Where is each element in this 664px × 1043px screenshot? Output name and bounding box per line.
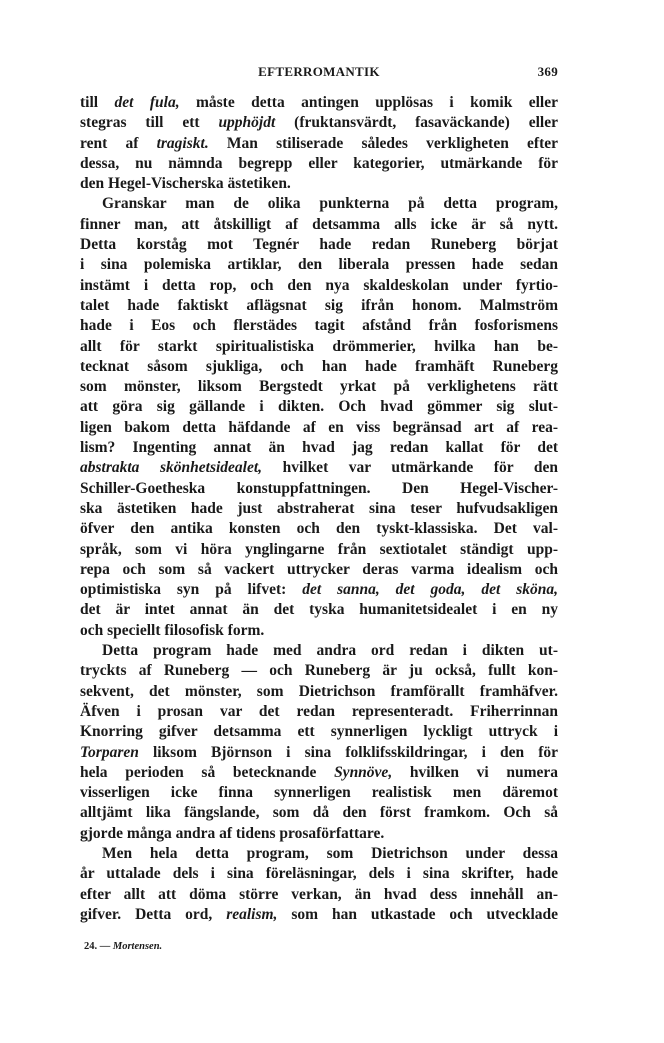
text-run: ligen bakom detta häfdande af en viss begränsad art af rea- — [80, 418, 558, 436]
text-line — [80, 661, 558, 681]
text-run: efter allt att döma större verkan, än hvad dess innehåll an- — [80, 885, 558, 903]
text-line — [80, 316, 558, 336]
italic-text: upphöjdt — [218, 114, 276, 132]
text-line — [80, 763, 558, 783]
text-run: som han utkastade och utvecklade — [277, 905, 558, 923]
text-line — [80, 722, 558, 742]
italic-text: Torparen — [80, 743, 139, 761]
text-run: att göra sig gällande i dikten. Och hvad gömmer sig slut- — [80, 398, 558, 416]
text-run: hvilket var utmärkande för den — [262, 459, 558, 477]
italic-text: det sanna, det goda, det sköna, — [302, 581, 558, 599]
text-run: språk, som vi höra ynglingarne från sextiotalet ständigt upp- — [80, 540, 558, 558]
body-text — [80, 93, 558, 925]
text-run: den Hegel-Vischerska ästetiken. — [80, 175, 291, 193]
text-run: Granskar man de olika punkterna på detta program, — [102, 195, 558, 213]
text-run: hela perioden så betecknande — [80, 763, 335, 781]
italic-text: Synnöve, — [334, 763, 393, 781]
text-line — [80, 844, 558, 864]
text-run: (fruktansvärdt, fasaväckande) eller — [275, 114, 558, 132]
text-line — [80, 418, 558, 438]
text-line — [80, 783, 558, 803]
text-line — [80, 702, 558, 722]
text-line — [80, 803, 558, 823]
text-line — [80, 905, 558, 925]
text-line — [80, 134, 558, 154]
text-line — [80, 641, 558, 661]
text-line — [80, 824, 558, 844]
text-run: och speciellt filosofisk form. — [80, 621, 265, 639]
text-run: visserligen icke finna synnerligen realistisk men däremot — [80, 784, 558, 802]
text-run: allt för starkt spiritualistiska drömmerier, hvilka han be- — [80, 337, 558, 355]
text-run: gjorde många andra af tidens prosaförfattare. — [80, 824, 385, 842]
text-run: till — [80, 94, 115, 111]
text-line — [80, 580, 558, 600]
running-title: EFTERROMANTIK — [258, 64, 380, 79]
running-header — [80, 64, 558, 84]
text-line — [80, 540, 558, 560]
text-run: optimistiska syn på lifvet: — [80, 581, 303, 599]
text-run: stegras till ett — [80, 114, 219, 132]
text-run: sekvent, det mönster, som Dietrichson framförallt framhäfver. — [80, 682, 558, 700]
text-run: finner man, att åtskilligt af detsamma alls icke är så nytt. — [80, 215, 558, 233]
italic-text: realism, — [226, 905, 278, 923]
text-run: Detta korståg mot Tegnér hade redan Runeberg börjat — [80, 236, 558, 254]
text-run: gifver. Detta ord, — [80, 905, 227, 923]
text-line — [80, 194, 558, 214]
italic-text: det fula, — [114, 94, 180, 111]
text-run: Men hela detta program, som Dietrichson under dessa — [102, 844, 558, 862]
text-line — [80, 337, 558, 357]
text-run: det är intet annat än det tyska humanitetsidealet i en ny — [80, 601, 558, 619]
text-line — [80, 864, 558, 884]
text-run: ska ästetiken hade just abstraherat sina teser hufvudsakligen — [80, 499, 558, 517]
text-line — [80, 113, 558, 133]
text-run: lism? Ingenting annat än hvad jag redan kallat för det — [80, 439, 558, 457]
text-run: hvilken vi numera — [392, 763, 558, 781]
text-run: Schiller-Goetheska konstuppfattningen. Den Hegel-Vischer- — [80, 479, 558, 497]
text-line — [80, 479, 558, 499]
text-line — [80, 885, 558, 905]
page-number: 369 — [537, 64, 558, 79]
text-run: rent af — [80, 134, 157, 152]
text-line — [80, 93, 558, 113]
text-run: Äfven i prosan var det redan representeradt. Friherrinnan — [80, 702, 558, 720]
signature-mark: 24. — — [84, 941, 111, 952]
text-line — [80, 174, 558, 194]
text-line — [80, 519, 558, 539]
text-line — [80, 215, 558, 235]
italic-text: tragiskt. — [156, 134, 209, 152]
text-run: tryckts af Runeberg — och Runeberg är ju också, fullt kon- — [80, 662, 558, 680]
text-line — [80, 397, 558, 417]
text-line — [80, 357, 558, 377]
text-run: tecknat såsom sjukliga, och han hade framhäft Runeberg — [80, 357, 558, 375]
text-line — [80, 458, 558, 478]
text-line — [80, 154, 558, 174]
text-line — [80, 560, 558, 580]
text-run: Knorring gifver detsamma ett synnerligen lyckligt uttryck i — [80, 723, 558, 741]
text-line — [80, 296, 558, 316]
printer-signature — [84, 941, 162, 952]
signature-name: Mortensen. — [112, 941, 163, 952]
text-run: som mönster, liksom Bergstedt yrkat på verklighetens rätt — [80, 378, 558, 396]
text-line — [80, 743, 558, 763]
text-line — [80, 276, 558, 296]
text-run: öfver den antika konsten och den tyskt-klassiska. Det val- — [80, 520, 558, 538]
text-run: år uttalade dels i sina föreläsningar, dels i sina skrifter, hade — [80, 865, 558, 883]
text-line — [80, 621, 558, 641]
text-run: alltjämt lika fängslande, som då den först framkom. Och så — [80, 804, 558, 822]
text-line — [80, 438, 558, 458]
text-run: repa och som så vackert uttrycker deras varma idealism och — [80, 560, 558, 578]
text-run: dessa, nu nämnda begrepp eller kategorier, utmärkande för — [80, 154, 558, 172]
text-run: i sina polemiska artiklar, den liberala pressen hade sedan — [80, 256, 558, 274]
text-run: talet hade faktiskt aflägsnat sig ifrån honom. Malmström — [80, 296, 558, 314]
text-line — [80, 499, 558, 519]
text-run: instämt i detta rop, och den nya skaldeskolan under fyrtio- — [80, 276, 558, 294]
text-line — [80, 235, 558, 255]
text-line — [80, 255, 558, 275]
text-run: Man stiliserade således verkligheten efter — [208, 134, 558, 152]
text-line — [80, 600, 558, 620]
text-run: hade i Eos och flerstädes tagit afstånd från fosforismens — [80, 317, 558, 335]
text-line — [80, 682, 558, 702]
text-run: måste detta antingen upplösas i komik eller — [179, 94, 558, 111]
text-run: liksom Björnson i sina folklifsskildringar, i den för — [138, 743, 558, 761]
text-run: Detta program hade med andra ord redan i dikten ut- — [102, 642, 558, 660]
italic-text: abstrakta skönhetsidealet, — [80, 459, 263, 477]
text-line — [80, 377, 558, 397]
